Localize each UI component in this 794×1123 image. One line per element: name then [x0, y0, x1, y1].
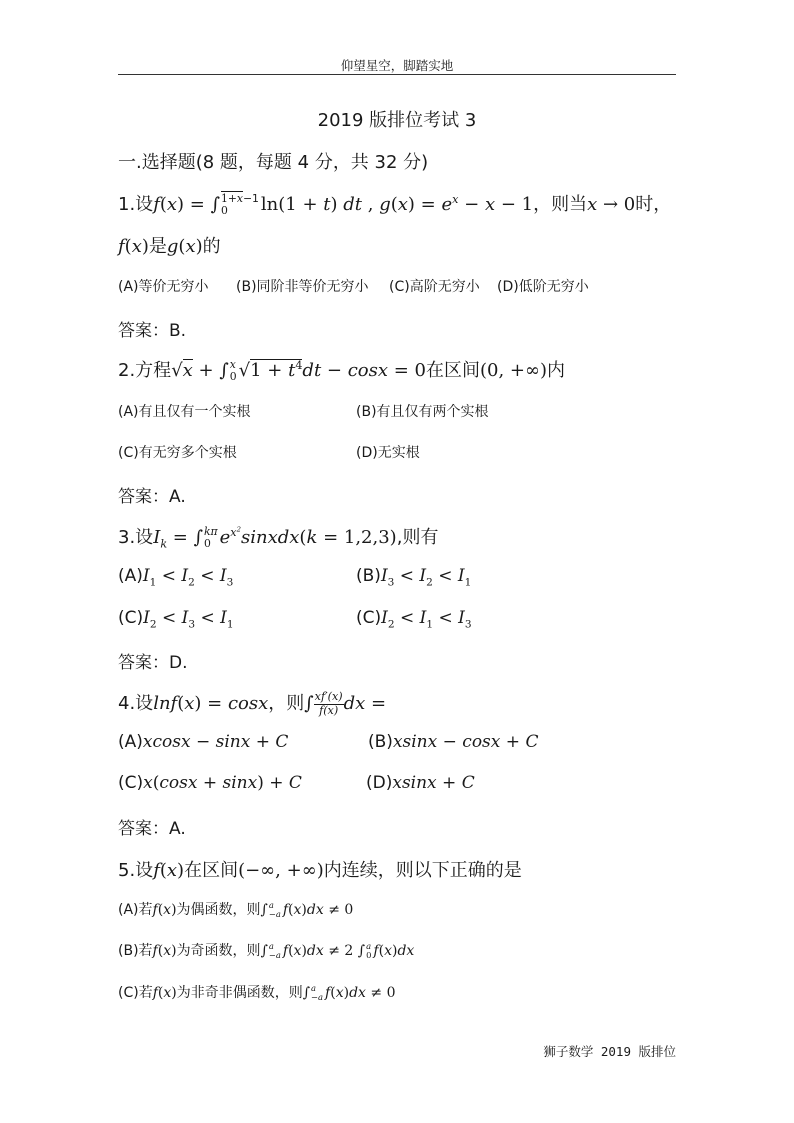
q5-option-a: (A)若f(x)为偶函数，则∫ a −a f(x)dx ≠ 0: [118, 899, 354, 919]
q4-mid: ，则: [268, 693, 305, 714]
q5-option-a-cond: 为偶函数，则: [176, 902, 261, 918]
q1-mid: ，则当: [533, 194, 588, 215]
q4-option-a: (A)xcosx − sinx + C: [118, 732, 289, 752]
q3-option-c-label: (C): [118, 608, 144, 628]
q2-suffix-a: 在区间: [426, 360, 481, 381]
q5-option-b-cond: 为奇函数，则: [176, 943, 261, 959]
exam-title: 2019 版排位考试 3: [317, 110, 477, 131]
page-footer: 狮子数学 2019 版排位: [543, 1044, 676, 1059]
q3-answer: 答案：D.: [118, 653, 188, 673]
question-3: 3.设$I_k$ = ∫ kπ 0 $e^{x^2}sinxdx(k = 1,2,3)$,则有: [118, 525, 439, 551]
q5-option-b: (B)若f(x)为奇函数，则∫ a −a f(x)dx ≠ 2 ∫ a 0 f(x)dx: [118, 940, 415, 960]
q1-line2-suffix: 的: [202, 236, 221, 257]
q2-answer: 答案：A.: [118, 487, 186, 507]
q5-mid: 在区间: [184, 860, 239, 881]
question-1: 1.设f(x) = ∫ 1+x−1 0 ln(1 + t) dt , $g(x) = e^x - x - 1$，则当x → 0时，: [118, 192, 672, 217]
q1-prefix: 1.设: [118, 194, 154, 215]
question-4: 4.设lnf(x) = cosx，则∫ $\frac{xf'(x)}{f(x)}$ dx =: [118, 689, 387, 717]
q4-option-b: (B)xsinx − cosx + C: [368, 732, 539, 752]
q4-option-d: (D)xsinx + C: [366, 773, 475, 793]
q4-prefix: 4.设: [118, 693, 154, 714]
q2-suffix-b: 内: [547, 360, 566, 381]
q2-option-c: (C)有无穷多个实根: [118, 445, 237, 461]
q2-prefix: 2.方程: [118, 360, 172, 381]
q5-option-b-label: (B)若: [118, 943, 153, 959]
q4-option-c-label: (C): [118, 773, 144, 793]
q5-prefix: 5.设: [118, 860, 154, 881]
q3-option-a-label: (A): [118, 566, 143, 586]
q4-option-c: (C)x(cosx + sinx) + C: [118, 773, 302, 793]
question-2: 2.方程√x + ∫ x 0 $√1 + t^4dt - \cos x = 0$在区间(0, +∞)内: [118, 358, 566, 383]
q3-option-b: $(B)I_3 < I_2 < I_1$: [356, 566, 472, 589]
q4-answer: 答案：A.: [118, 819, 186, 839]
q3-option-c: $(C)I_2 < I_3 < I_1$: [118, 608, 234, 631]
q1-suffix: 时，: [635, 194, 672, 215]
q1-answer: 答案：B.: [118, 321, 187, 341]
section-heading: 一.选择题(8 题，每题 4 分，共 32 分): [118, 152, 429, 173]
q2-option-b: (B)有且仅有两个实根: [356, 404, 489, 420]
page-header: 仰望星空，脚踏实地: [340, 58, 454, 73]
q3-option-d-label: (C): [356, 608, 382, 628]
q3-option-a: $(A)I_1 < I_2 < I_3$: [118, 566, 234, 589]
q5-option-c-cond: 为非奇非偶函数，则: [176, 985, 303, 1001]
q4-option-d-label: (D): [366, 773, 393, 793]
q1-option-a: (A)等价无穷小: [118, 279, 209, 295]
q5-suffix: 内连续，则以下正确的是: [323, 860, 522, 881]
q5-option-a-label: (A)若: [118, 902, 153, 918]
header-divider: [118, 74, 676, 75]
q4-option-a-label: (A): [118, 732, 143, 752]
q3-option-d: $(C)I_2 < I_1 < I_3$: [356, 608, 472, 631]
q2-option-a: (A)有且仅有一个实根: [118, 404, 251, 420]
q4-option-b-label: (B): [368, 732, 393, 752]
q5-option-c: (C)若f(x)为非奇非偶函数，则∫ a −a f(x)dx ≠ 0: [118, 982, 396, 1002]
q2-option-d: (D)无实根: [356, 445, 420, 461]
q3-option-b-label: (B): [356, 566, 381, 586]
q1-option-c: (C)高阶无穷小: [389, 279, 480, 295]
q3-prefix: 3.设: [118, 527, 154, 548]
q1-option-b: (B)同阶非等价无穷小: [236, 279, 369, 295]
question-1-line2: f(x)是g(x)的: [118, 236, 221, 257]
q3-suffix: ,则有: [396, 527, 439, 548]
q5-option-c-label: (C)若: [118, 985, 153, 1001]
question-5: 5.设f(x)在区间(−∞, +∞)内连续，则以下正确的是: [118, 860, 522, 881]
q1-option-d: (D)低阶无穷小: [497, 279, 589, 295]
